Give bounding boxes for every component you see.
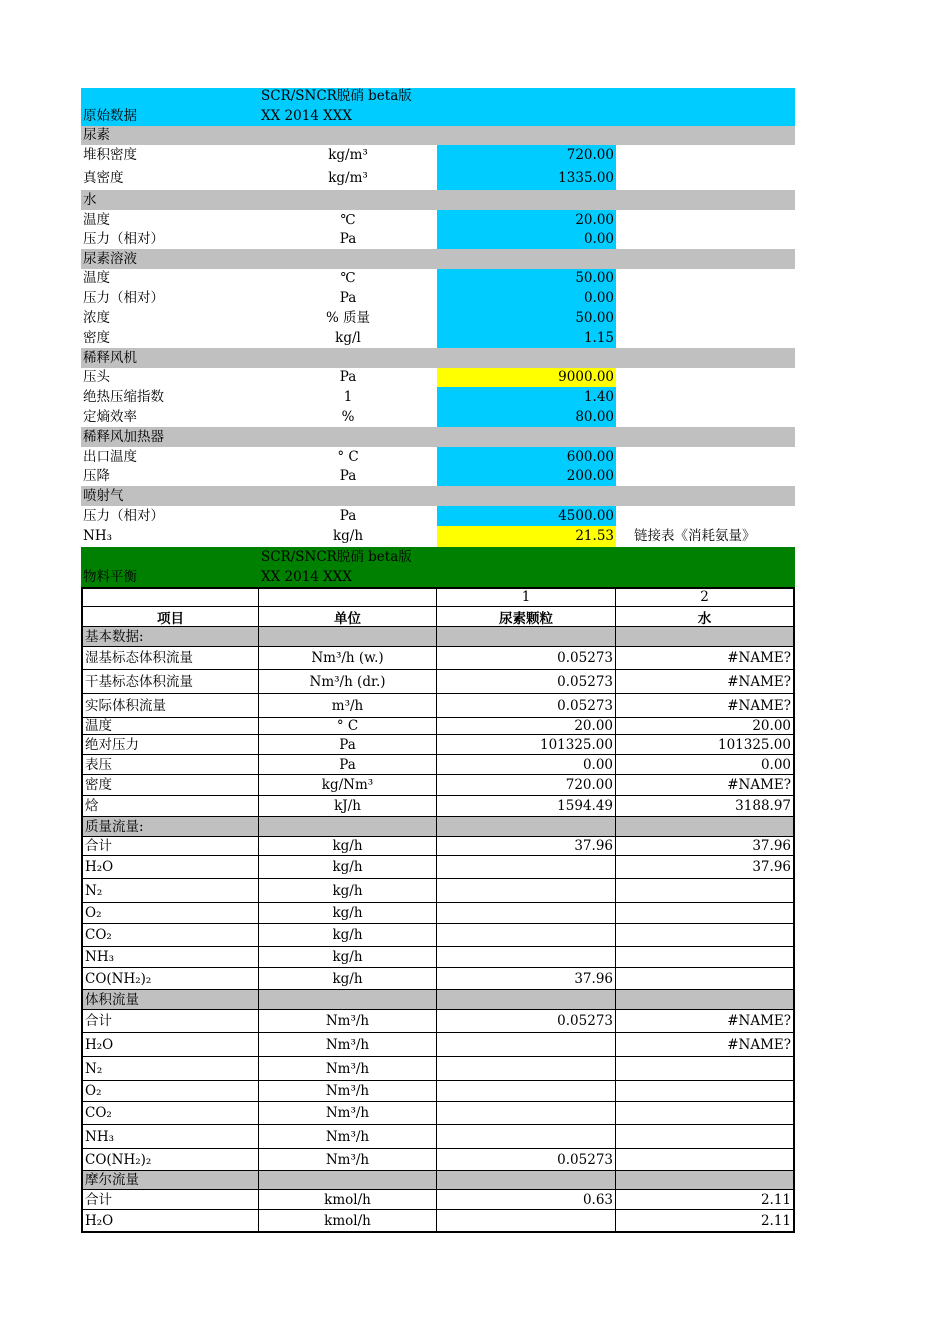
note-cell xyxy=(616,190,795,210)
unit-cell: kg/h xyxy=(259,856,437,878)
unit-cell xyxy=(259,427,437,447)
column-header-water: 水 xyxy=(616,607,795,626)
parameter-label: 真密度 xyxy=(83,170,124,186)
unit-cell: kg/Nm³ xyxy=(259,775,437,795)
column-header-item: 项目 xyxy=(81,607,259,626)
balance-banner xyxy=(81,547,795,587)
item-label: H₂O xyxy=(81,1210,259,1231)
section-label: 尿素溶液 xyxy=(83,251,137,267)
item-label: 焓 xyxy=(81,796,259,816)
unit-cell: m³/h xyxy=(259,694,437,717)
input-row xyxy=(81,210,795,230)
parameter-label: 压力（相对） xyxy=(83,290,164,306)
raw-data-banner xyxy=(81,88,795,126)
parameter-label: 压力（相对） xyxy=(83,508,164,524)
balance-section-row xyxy=(81,1171,795,1190)
unit-cell: Nm³/h (w.) xyxy=(259,647,437,669)
item-label: NH₃ xyxy=(81,947,259,967)
unit-cell: Nm³/h xyxy=(259,1125,437,1148)
note-cell xyxy=(616,308,795,328)
note-cell xyxy=(616,387,795,407)
unit-cell: Nm³/h xyxy=(259,1010,437,1032)
input-value-cell[interactable]: 720.00 xyxy=(437,145,616,166)
section-label: 基本数据: xyxy=(81,627,259,646)
urea-value-cell: 0.05273 xyxy=(437,694,616,717)
balance-row xyxy=(81,1033,795,1057)
unit-cell: Pa xyxy=(339,290,357,306)
item-label: N₂ xyxy=(81,879,259,902)
water-value-cell xyxy=(616,1081,795,1101)
unit-cell: Pa xyxy=(259,735,437,754)
section-label: 摩尔流量 xyxy=(81,1171,259,1189)
water-value-cell xyxy=(616,1057,795,1080)
unit-cell: kg/h xyxy=(259,879,437,902)
unit-cell xyxy=(259,817,437,836)
balance-row xyxy=(81,796,795,817)
input-row xyxy=(81,506,795,526)
balance-row xyxy=(81,694,795,718)
input-row xyxy=(81,407,795,427)
balance-section-row xyxy=(81,627,795,647)
input-row xyxy=(81,230,795,249)
parameter-label: 温度 xyxy=(83,270,110,286)
unit-cell: Nm³/h (dr.) xyxy=(259,670,437,693)
parameter-label: 密度 xyxy=(83,330,110,346)
section-label: 质量流量: xyxy=(81,817,259,836)
input-value-cell[interactable]: 80.00 xyxy=(437,407,616,427)
parameter-label: 堆积密度 xyxy=(83,147,137,163)
input-value-cell[interactable]: 9000.00 xyxy=(437,368,616,387)
unit-cell: ° C xyxy=(337,449,359,465)
note-cell xyxy=(616,166,795,190)
water-value-cell xyxy=(616,817,795,836)
item-label: 湿基标态体积流量 xyxy=(81,647,259,669)
urea-value-cell xyxy=(437,817,616,836)
item-label: CO(NH₂)₂ xyxy=(81,1149,259,1170)
urea-value-cell: 0.05273 xyxy=(437,670,616,693)
unit-cell: kg/m³ xyxy=(328,147,368,163)
item-label: CO₂ xyxy=(81,924,259,946)
input-value-cell xyxy=(437,190,616,210)
raw-data-section xyxy=(81,126,795,547)
unit-cell xyxy=(259,486,437,506)
parameter-label: NH₃ xyxy=(83,528,112,544)
input-value-cell xyxy=(437,126,616,145)
parameter-label: 压力（相对） xyxy=(83,231,164,247)
unit-cell: kg/h xyxy=(259,837,437,855)
water-value-cell xyxy=(616,1171,795,1189)
balance-row xyxy=(81,1125,795,1149)
input-value-cell[interactable]: 50.00 xyxy=(437,269,616,288)
input-value-cell[interactable]: 21.53 xyxy=(437,526,616,547)
balance-row xyxy=(81,968,795,990)
note-cell xyxy=(616,126,795,145)
input-section-row xyxy=(81,249,795,269)
spreadsheet xyxy=(81,88,795,1233)
item-label: 合计 xyxy=(81,1190,259,1209)
input-value-cell[interactable]: 0.00 xyxy=(437,288,616,308)
section-label: 尿素 xyxy=(83,127,110,143)
unit-cell xyxy=(259,348,437,368)
water-value-cell: 2.11 xyxy=(616,1210,795,1231)
unit-cell xyxy=(259,990,437,1009)
input-row xyxy=(81,328,795,348)
unit-cell: Nm³/h xyxy=(259,1033,437,1056)
note-cell xyxy=(616,269,795,288)
note-cell xyxy=(616,486,795,506)
urea-value-cell xyxy=(437,903,616,923)
balance-row xyxy=(81,755,795,775)
urea-value-cell xyxy=(437,1057,616,1080)
program-version: XX 2014 XXX xyxy=(261,108,352,124)
unit-cell: Nm³/h xyxy=(259,1102,437,1124)
water-value-cell: 3188.97 xyxy=(616,796,795,816)
water-value-cell: #NAME? xyxy=(616,694,795,717)
note-cell xyxy=(616,328,795,348)
parameter-label: 出口温度 xyxy=(83,449,137,465)
water-value-cell xyxy=(616,990,795,1009)
unit-cell xyxy=(259,190,437,210)
urea-value-cell xyxy=(437,856,616,878)
item-label: 合计 xyxy=(81,1010,259,1032)
item-label: O₂ xyxy=(81,903,259,923)
unit-cell: kg/h xyxy=(259,903,437,923)
urea-value-cell xyxy=(437,627,616,646)
section-label: 稀释风加热器 xyxy=(83,429,164,445)
parameter-label: 压降 xyxy=(83,468,110,484)
note-cell xyxy=(616,506,795,526)
item-label: O₂ xyxy=(81,1081,259,1101)
water-value-cell: #NAME? xyxy=(616,775,795,795)
unit-cell xyxy=(259,249,437,269)
input-value-cell[interactable]: 1.15 xyxy=(437,328,616,348)
input-value-cell xyxy=(437,486,616,506)
balance-program-version: XX 2014 XXX xyxy=(261,569,352,585)
urea-value-cell xyxy=(437,990,616,1009)
urea-value-cell xyxy=(437,947,616,967)
note-cell xyxy=(616,407,795,427)
item-label: 表压 xyxy=(81,755,259,774)
unit-cell: kg/l xyxy=(335,330,361,346)
urea-value-cell xyxy=(437,879,616,902)
item-label: CO₂ xyxy=(81,1102,259,1124)
note-cell xyxy=(616,288,795,308)
balance-row xyxy=(81,1102,795,1125)
balance-row xyxy=(81,1210,795,1233)
input-value-cell[interactable]: 50.00 xyxy=(437,308,616,328)
urea-value-cell: 0.05273 xyxy=(437,1010,616,1032)
unit-cell: ℃ xyxy=(340,270,356,286)
input-row xyxy=(81,166,795,190)
water-value-cell xyxy=(616,903,795,923)
water-value-cell xyxy=(616,1149,795,1170)
parameter-label: 温度 xyxy=(83,212,110,228)
unit-cell: kJ/h xyxy=(259,796,437,816)
note-cell xyxy=(616,427,795,447)
input-section-row xyxy=(81,126,795,145)
urea-value-cell: 37.96 xyxy=(437,968,616,989)
item-label: CO(NH₂)₂ xyxy=(81,968,259,989)
balance-row xyxy=(81,735,795,755)
column-number-row xyxy=(81,587,795,607)
urea-value-cell: 1594.49 xyxy=(437,796,616,816)
urea-value-cell: 37.96 xyxy=(437,837,616,855)
input-row xyxy=(81,467,795,486)
water-value-cell: 101325.00 xyxy=(616,735,795,754)
urea-value-cell xyxy=(437,1210,616,1231)
water-value-cell: 2.11 xyxy=(616,1190,795,1209)
column-number-1: 1 xyxy=(437,589,616,606)
column-header-unit: 单位 xyxy=(259,607,437,626)
water-value-cell: 37.96 xyxy=(616,837,795,855)
water-value-cell xyxy=(616,879,795,902)
input-value-cell xyxy=(437,427,616,447)
balance-row xyxy=(81,1149,795,1171)
water-value-cell: #NAME? xyxy=(616,1010,795,1032)
column-number-2: 2 xyxy=(616,589,795,606)
balance-row xyxy=(81,947,795,968)
input-row xyxy=(81,387,795,407)
unit-cell xyxy=(259,627,437,646)
urea-value-cell xyxy=(437,924,616,946)
material-balance-table xyxy=(81,627,795,1233)
urea-value-cell xyxy=(437,1171,616,1189)
input-section-row xyxy=(81,348,795,368)
input-row xyxy=(81,269,795,288)
input-row xyxy=(81,145,795,166)
balance-row xyxy=(81,775,795,796)
item-label: H₂O xyxy=(81,1033,259,1056)
urea-value-cell: 0.63 xyxy=(437,1190,616,1209)
unit-cell: Nm³/h xyxy=(259,1149,437,1170)
item-label: 温度 xyxy=(81,718,259,734)
input-value-cell xyxy=(437,249,616,269)
balance-row xyxy=(81,1010,795,1033)
unit-cell: ℃ xyxy=(340,212,356,228)
balance-row xyxy=(81,856,795,879)
water-value-cell: #NAME? xyxy=(616,670,795,693)
input-value-cell[interactable]: 1335.00 xyxy=(437,166,616,190)
section-label: 水 xyxy=(83,192,97,208)
balance-section-row xyxy=(81,990,795,1010)
unit-cell: kg/m³ xyxy=(328,170,368,186)
urea-value-cell xyxy=(437,1125,616,1148)
balance-row xyxy=(81,837,795,856)
unit-cell: kg/h xyxy=(259,924,437,946)
parameter-label: 浓度 xyxy=(83,310,110,326)
urea-value-cell xyxy=(437,1033,616,1056)
program-title: SCR/SNCR脱硝 beta版 xyxy=(261,88,412,104)
input-value-cell xyxy=(437,348,616,368)
parameter-label: 绝热压缩指数 xyxy=(83,389,164,405)
item-label: H₂O xyxy=(81,856,259,878)
unit-cell xyxy=(259,126,437,145)
note-cell: 链接表《消耗氨量》 xyxy=(634,528,756,544)
balance-row xyxy=(81,1057,795,1081)
column-header-urea: 尿素颗粒 xyxy=(437,607,616,626)
urea-value-cell: 0.00 xyxy=(437,755,616,774)
urea-value-cell: 20.00 xyxy=(437,718,616,734)
balance-row xyxy=(81,903,795,924)
input-value-cell[interactable]: 0.00 xyxy=(437,230,616,249)
input-section-row xyxy=(81,427,795,447)
parameter-label: 压头 xyxy=(83,369,110,385)
water-value-cell xyxy=(616,924,795,946)
item-label: 实际体积流量 xyxy=(81,694,259,717)
input-row xyxy=(81,288,795,308)
unit-cell: kmol/h xyxy=(259,1210,437,1231)
note-cell xyxy=(616,467,795,486)
unit-cell: % 质量 xyxy=(325,310,371,326)
note-cell xyxy=(616,368,795,387)
input-row xyxy=(81,308,795,328)
item-label: 合计 xyxy=(81,837,259,855)
item-label: N₂ xyxy=(81,1057,259,1080)
input-row xyxy=(81,526,795,547)
balance-section-row xyxy=(81,817,795,837)
input-section-row xyxy=(81,486,795,506)
balance-row xyxy=(81,1190,795,1210)
note-cell xyxy=(616,348,795,368)
input-row xyxy=(81,368,795,387)
water-value-cell: 0.00 xyxy=(616,755,795,774)
balance-row xyxy=(81,718,795,735)
input-section-row xyxy=(81,190,795,210)
unit-cell: kg/h xyxy=(259,968,437,989)
unit-cell: Pa xyxy=(339,369,357,385)
parameter-label: 定熵效率 xyxy=(83,409,137,425)
item-label: 绝对压力 xyxy=(81,735,259,754)
unit-cell: ° C xyxy=(259,718,437,734)
input-value-cell[interactable]: 20.00 xyxy=(437,210,616,230)
balance-row xyxy=(81,647,795,670)
unit-cell: kmol/h xyxy=(259,1190,437,1209)
water-value-cell xyxy=(616,968,795,989)
water-value-cell: #NAME? xyxy=(616,647,795,669)
balance-row xyxy=(81,670,795,694)
input-value-cell[interactable]: 1.40 xyxy=(437,387,616,407)
column-header-row xyxy=(81,607,795,627)
urea-value-cell: 720.00 xyxy=(437,775,616,795)
water-value-cell xyxy=(616,1125,795,1148)
balance-title: 物料平衡 xyxy=(83,569,137,585)
unit-cell: Pa xyxy=(339,508,357,524)
section-label: 喷射气 xyxy=(83,488,124,504)
note-cell xyxy=(616,230,795,249)
item-label: 干基标态体积流量 xyxy=(81,670,259,693)
section-label: 稀释风机 xyxy=(83,350,137,366)
item-label: 密度 xyxy=(81,775,259,795)
note-cell xyxy=(616,249,795,269)
water-value-cell xyxy=(616,627,795,646)
balance-program-title: SCR/SNCR脱硝 beta版 xyxy=(261,549,412,565)
note-cell xyxy=(616,145,795,166)
water-value-cell: 37.96 xyxy=(616,856,795,878)
input-value-cell[interactable]: 200.00 xyxy=(437,467,616,486)
note-cell xyxy=(616,210,795,230)
input-value-cell[interactable]: 600.00 xyxy=(437,447,616,467)
unit-cell: kg/h xyxy=(332,528,364,544)
input-row xyxy=(81,447,795,467)
balance-row xyxy=(81,1081,795,1102)
urea-value-cell: 0.05273 xyxy=(437,1149,616,1170)
raw-data-title: 原始数据 xyxy=(83,108,137,124)
water-value-cell: #NAME? xyxy=(616,1033,795,1056)
balance-row xyxy=(81,924,795,947)
unit-cell: Pa xyxy=(339,468,357,484)
urea-value-cell xyxy=(437,1081,616,1101)
urea-value-cell xyxy=(437,1102,616,1124)
urea-value-cell: 0.05273 xyxy=(437,647,616,669)
unit-cell: Nm³/h xyxy=(259,1057,437,1080)
note-cell xyxy=(616,447,795,467)
water-value-cell: 20.00 xyxy=(616,718,795,734)
input-value-cell[interactable]: 4500.00 xyxy=(437,506,616,526)
unit-cell: % xyxy=(341,409,355,425)
item-label: NH₃ xyxy=(81,1125,259,1148)
water-value-cell xyxy=(616,1102,795,1124)
unit-cell xyxy=(259,1171,437,1189)
section-label: 体积流量 xyxy=(81,990,259,1009)
water-value-cell xyxy=(616,947,795,967)
unit-cell: Pa xyxy=(339,231,357,247)
unit-cell: 1 xyxy=(343,389,353,405)
unit-cell: kg/h xyxy=(259,947,437,967)
unit-cell: Nm³/h xyxy=(259,1081,437,1101)
unit-cell: Pa xyxy=(259,755,437,774)
balance-row xyxy=(81,879,795,903)
urea-value-cell: 101325.00 xyxy=(437,735,616,754)
